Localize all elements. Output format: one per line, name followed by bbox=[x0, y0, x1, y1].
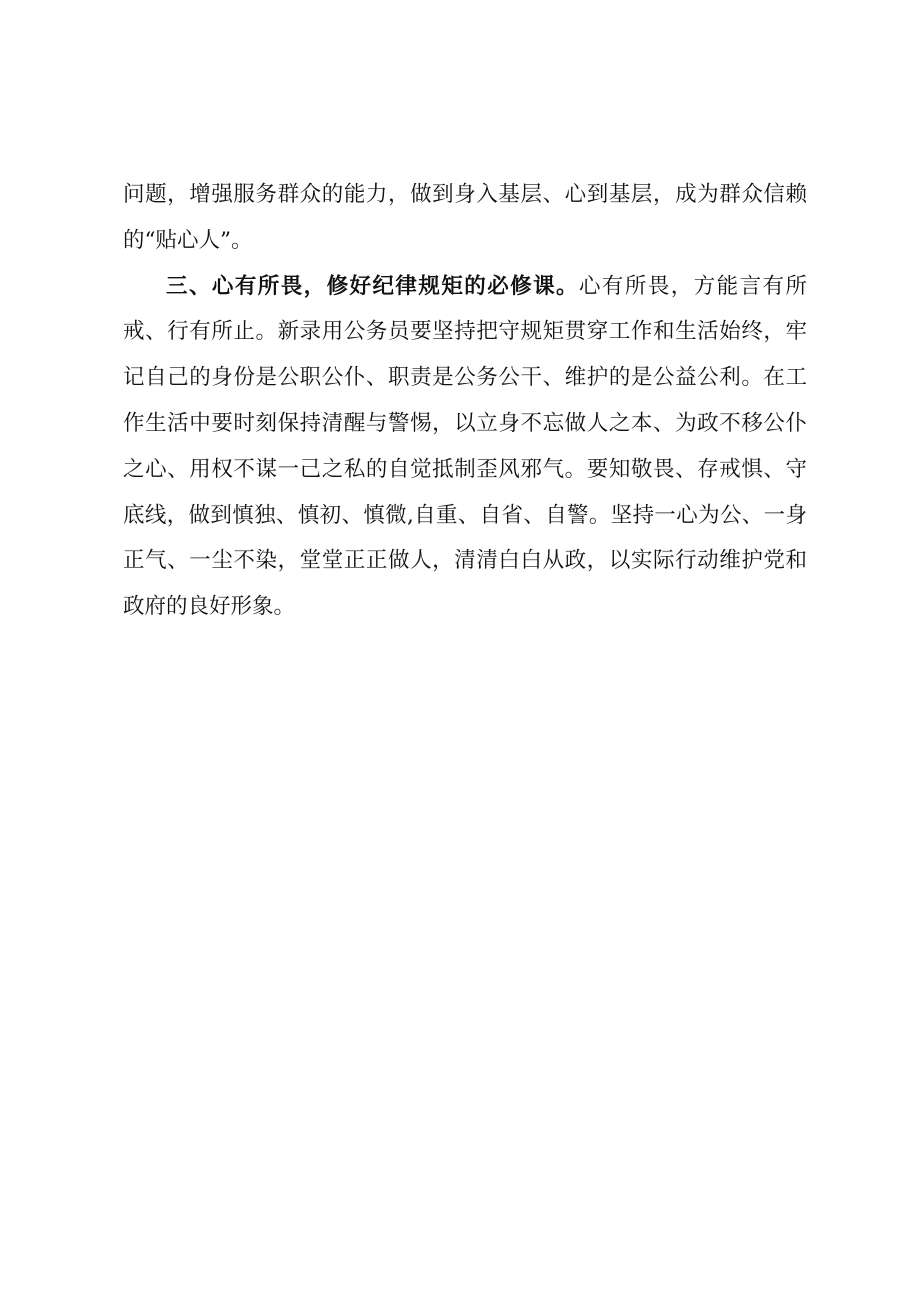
section-heading: 三、心有所畏，修好纪律规矩的必修课。 bbox=[166, 273, 579, 299]
paragraph-text: 问题，增强服务群众的能力，做到身入基层、心到基层，成为群众信赖的“贴心人”。 bbox=[123, 182, 807, 253]
paragraph-section-three bbox=[123, 264, 807, 630]
paragraph-continuation bbox=[123, 172, 807, 264]
paragraph-text: 心有所畏，方能言有所戒、行有所止。新录用公务员要坚持把守规矩贯穿工作和生活始终，牢记自己的身份是公职公仆、职责是公务公干、维护的是公益公利。在工作生活中要时刻保持清醒与警惕，以立身不忘做人之本、为政不移公仆之心、用权不谋一己之私的自觉抵制歪风邪气。要知敬畏、存戒惧、守底线，做到慎独、慎初、慎微,自重、自省、自警。坚持一心为公、一身正气、一尘不染，堂堂正正做人，清清白白从政，以实际行动维护党和政府的良好形象。 bbox=[123, 273, 807, 620]
body-text bbox=[123, 172, 807, 630]
